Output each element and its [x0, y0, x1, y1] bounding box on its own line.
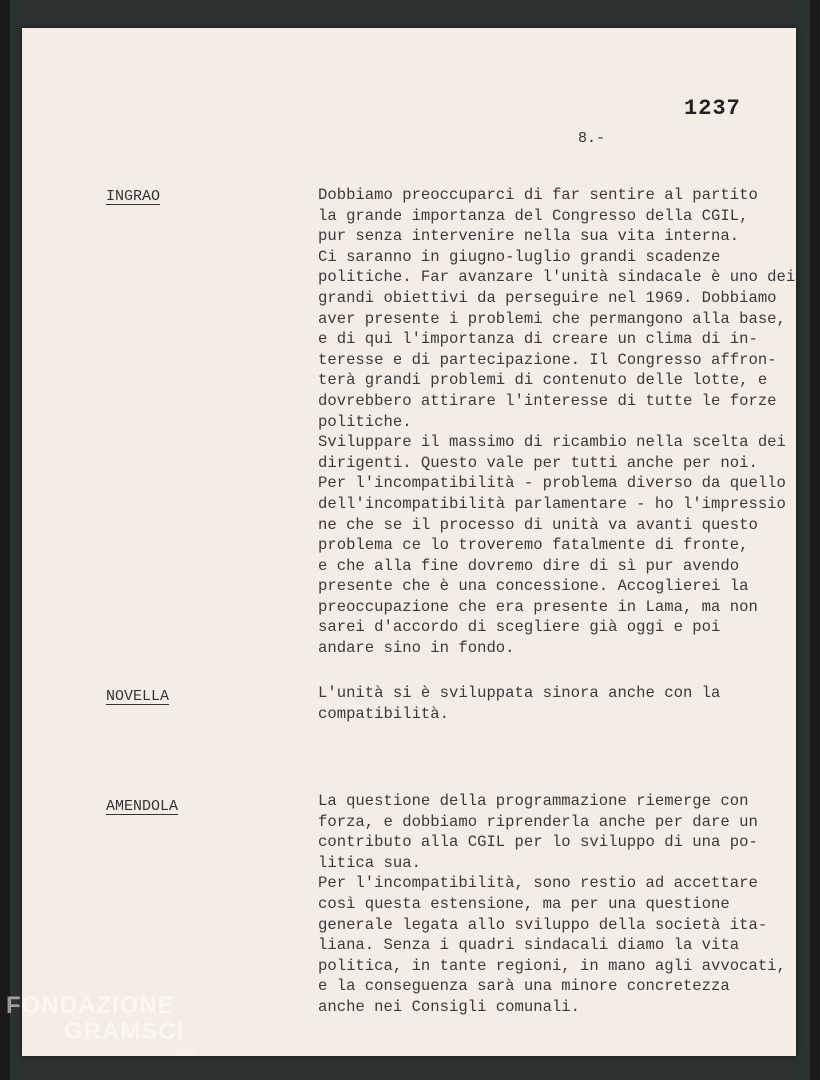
text-line: dirigenti. Questo vale per tutti anche per noi.: [318, 453, 758, 472]
text-line: sarei d'accordo di scegliere già oggi e poi: [318, 618, 721, 637]
speaker-name-novella: NOVELLA: [106, 688, 170, 705]
text-line: Dobbiamo preoccuparci di far sentire al partito: [318, 186, 758, 204]
document-page: [22, 28, 796, 1056]
sheet-number: 8.-: [578, 130, 606, 147]
watermark-line-3: onlus: [174, 1048, 196, 1058]
text-line: litica sua.: [318, 853, 421, 872]
text-line: generale legata allo sviluppo della società ita-: [318, 915, 768, 934]
text-line: forza, e dobbiamo riprenderla anche per dare un: [318, 812, 758, 831]
text-line: L'unità si è sviluppata sinora anche con la: [318, 684, 721, 702]
text-line: pur senza intervenire nella sua vita interna.: [318, 227, 740, 246]
text-line: Per l'incompatibilità, sono restio ad accettare: [318, 874, 758, 893]
speaker-name-ingrao: INGRAO: [106, 188, 161, 205]
text-line: dovrebbero attirare l'interesse di tutte le forze: [318, 391, 777, 410]
text-line: e che alla fine dovremo dire di sì pur avendo: [318, 556, 740, 575]
text-line: politiche. Far avanzare l'unità sindacale è uno dei: [318, 268, 796, 287]
text-line: andare sino in fondo.: [318, 639, 515, 658]
text-line: e di qui l'importanza di creare un clima di in-: [318, 330, 758, 349]
text-line: presente che è una concessione. Accoglierei la: [318, 577, 749, 596]
speech-block-ingrao: [318, 185, 795, 659]
fondazione-gramsci-watermark: [6, 992, 206, 1058]
text-line: problema ce lo troveremo fatalmente di fronte,: [318, 536, 749, 555]
text-line: anche nei Consigli comunali.: [318, 997, 581, 1016]
speaker-name-amendola: AMENDOLA: [106, 798, 179, 815]
text-line: La questione della programmazione riemerge con: [318, 792, 749, 810]
speech-block-novella: [318, 683, 720, 724]
text-line: compatibilità.: [318, 704, 450, 723]
text-line: la grande importanza del Congresso della CGIL,: [318, 206, 749, 225]
text-line: ne che se il processo di unità va avanti questo: [318, 515, 758, 534]
text-line: politiche.: [318, 412, 412, 431]
text-line: Ci saranno in giugno-luglio grandi scadenze: [318, 247, 721, 266]
text-line: aver presente i problemi che permangono alla base,: [318, 309, 786, 328]
text-line: Sviluppare il massimo di ricambio nella scelta dei: [318, 433, 786, 452]
watermark-line-1: FONDAZIONE: [6, 992, 175, 1019]
text-line: politica, in tante regioni, in mano agli avvocati,: [318, 956, 786, 975]
text-line: liana. Senza i quadri sindacali diamo la vita: [318, 936, 740, 955]
text-line: contributo alla CGIL per lo sviluppo di una po-: [318, 833, 758, 852]
text-line: preoccupazione che era presente in Lama, ma non: [318, 597, 758, 616]
text-line: terà grandi problemi di contenuto delle lotte, e: [318, 371, 768, 390]
text-line: Per l'incompatibilità - problema diverso da quello: [318, 474, 786, 493]
text-line: teresse e di partecipazione. Il Congresso affron-: [318, 350, 777, 369]
text-line: e la conseguenza sarà una minore concretezza: [318, 977, 730, 996]
speech-block-amendola: [318, 791, 786, 1018]
page-number: 1237: [684, 96, 741, 121]
text-line: grandi obiettivi da perseguire nel 1969. Dobbiamo: [318, 288, 777, 307]
text-line: così questa estensione, ma per una questione: [318, 894, 730, 913]
watermark-line-2: GRAMSCI: [64, 1018, 185, 1045]
text-line: dell'incompatibilità parlamentare - ho l'impressio: [318, 494, 786, 513]
